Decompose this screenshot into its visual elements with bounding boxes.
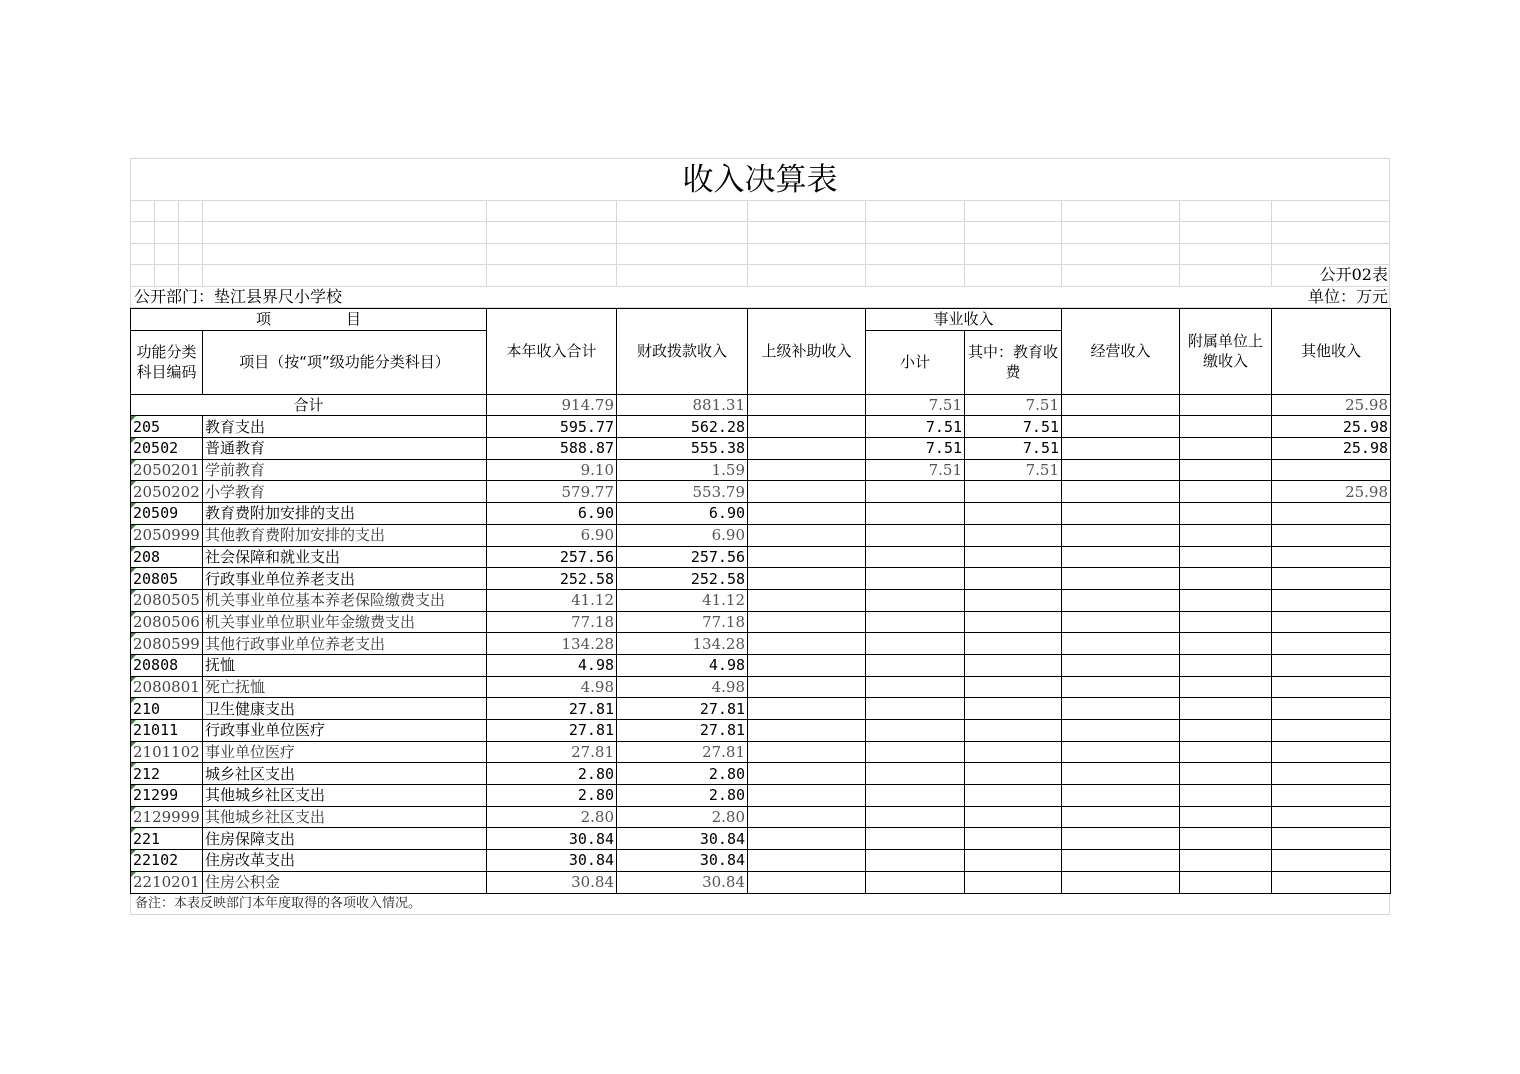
page-title: 收入决算表 [682, 162, 838, 198]
row-subtotal [866, 763, 965, 785]
row-fiscal: 134.28 [617, 633, 748, 655]
row-superior [748, 806, 866, 828]
unit-label: 单位：万元 [1307, 287, 1388, 306]
row-code: 221 [131, 828, 203, 850]
row-fiscal: 27.81 [617, 698, 748, 720]
row-name: 机关事业单位基本养老保险缴费支出 [203, 589, 487, 611]
row-name: 行政事业单位养老支出 [203, 568, 487, 590]
row-subtotal [866, 481, 965, 503]
grid-line [964, 200, 965, 286]
grid-line [747, 200, 748, 286]
table-row [131, 589, 1391, 611]
row-code: 208 [131, 546, 203, 568]
row-subtotal [866, 871, 965, 893]
row-subtotal [866, 676, 965, 698]
grid-line [1271, 200, 1272, 286]
row-operating [1062, 568, 1180, 590]
header-superior: 上级补助收入 [748, 309, 866, 395]
row-operating [1062, 828, 1180, 850]
row-affiliated [1180, 438, 1272, 460]
row-code: 20808 [131, 654, 203, 676]
row-superior [748, 503, 866, 525]
row-other [1272, 546, 1391, 568]
row-operating [1062, 546, 1180, 568]
row-code: 20509 [131, 503, 203, 525]
row-affiliated [1180, 763, 1272, 785]
row-other [1272, 676, 1391, 698]
row-total: 27.81 [487, 698, 617, 720]
row-name: 学前教育 [203, 459, 487, 481]
row-affiliated [1180, 589, 1272, 611]
row-name: 社会保障和就业支出 [203, 546, 487, 568]
total-cell-other: 25.98 [1272, 394, 1391, 416]
table-row [131, 438, 1391, 460]
row-subtotal [866, 741, 965, 763]
grid-line [130, 286, 1390, 287]
table-row [131, 654, 1391, 676]
grid-line [130, 243, 1390, 244]
header-operating: 经营收入 [1062, 309, 1180, 395]
row-edu-fee [965, 828, 1062, 850]
row-fiscal: 27.81 [617, 741, 748, 763]
row-other [1272, 741, 1391, 763]
table-row [131, 524, 1391, 546]
row-superior [748, 481, 866, 503]
row-subtotal [866, 546, 965, 568]
row-edu-fee [965, 850, 1062, 872]
row-code: 20805 [131, 568, 203, 590]
row-name: 住房改革支出 [203, 850, 487, 872]
row-total: 2.80 [487, 785, 617, 807]
row-affiliated [1180, 698, 1272, 720]
row-other [1272, 503, 1391, 525]
table-row [131, 720, 1391, 742]
row-operating [1062, 850, 1180, 872]
row-superior [748, 720, 866, 742]
row-name: 其他行政事业单位养老支出 [203, 633, 487, 655]
row-superior [748, 546, 866, 568]
row-operating [1062, 698, 1180, 720]
row-edu-fee [965, 763, 1062, 785]
row-operating [1062, 524, 1180, 546]
row-superior [748, 698, 866, 720]
row-affiliated [1180, 481, 1272, 503]
row-superior [748, 871, 866, 893]
row-name: 卫生健康支出 [203, 698, 487, 720]
table-row [131, 850, 1391, 872]
header-project-name: 项目（按“项”级功能分类科目） [203, 330, 487, 394]
row-edu-fee [965, 524, 1062, 546]
row-edu-fee [965, 503, 1062, 525]
row-operating [1062, 654, 1180, 676]
grid-line [178, 200, 179, 286]
row-affiliated [1180, 503, 1272, 525]
row-edu-fee [965, 611, 1062, 633]
row-superior [748, 611, 866, 633]
row-operating [1062, 481, 1180, 503]
header-business: 事业收入 [866, 309, 1062, 331]
row-total: 6.90 [487, 524, 617, 546]
table-row [131, 546, 1391, 568]
row-fiscal: 2.80 [617, 806, 748, 828]
row-superior [748, 459, 866, 481]
row-affiliated [1180, 524, 1272, 546]
row-code: 2050201 [131, 459, 203, 481]
row-other [1272, 568, 1391, 590]
row-total: 588.87 [487, 438, 617, 460]
table-row [131, 871, 1391, 893]
sheet-header-area [130, 158, 1390, 308]
row-edu-fee: 7.51 [965, 459, 1062, 481]
table-row [131, 676, 1391, 698]
row-superior [748, 416, 866, 438]
row-name: 事业单位医疗 [203, 741, 487, 763]
row-total: 41.12 [487, 589, 617, 611]
row-operating [1062, 459, 1180, 481]
row-affiliated [1180, 720, 1272, 742]
row-superior [748, 654, 866, 676]
row-name: 行政事业单位医疗 [203, 720, 487, 742]
row-name: 城乡社区支出 [203, 763, 487, 785]
grid-line [130, 264, 1390, 265]
grid-line [130, 307, 1390, 308]
row-total: 9.10 [487, 459, 617, 481]
row-fiscal: 1.59 [617, 459, 748, 481]
row-superior [748, 676, 866, 698]
grid-line [616, 200, 617, 286]
row-edu-fee [965, 481, 1062, 503]
row-edu-fee [965, 676, 1062, 698]
row-operating [1062, 611, 1180, 633]
row-operating [1062, 720, 1180, 742]
row-other: 25.98 [1272, 438, 1391, 460]
row-name: 抚恤 [203, 654, 487, 676]
row-fiscal: 555.38 [617, 438, 748, 460]
row-superior [748, 589, 866, 611]
header-affiliated: 附属单位上缴收入 [1180, 309, 1272, 395]
row-total: 77.18 [487, 611, 617, 633]
row-subtotal [866, 806, 965, 828]
row-edu-fee [965, 633, 1062, 655]
row-affiliated [1180, 611, 1272, 633]
row-edu-fee [965, 546, 1062, 568]
grid-line [1061, 200, 1062, 286]
row-superior [748, 438, 866, 460]
row-code: 205 [131, 416, 203, 438]
row-other [1272, 763, 1391, 785]
row-fiscal: 77.18 [617, 611, 748, 633]
header-other: 其他收入 [1272, 309, 1391, 395]
row-total: 252.58 [487, 568, 617, 590]
grid-line [130, 158, 1390, 159]
department-label: 公开部门：垫江县界尺小学校 [134, 287, 343, 306]
row-fiscal: 2.80 [617, 763, 748, 785]
table-row [131, 828, 1391, 850]
row-fiscal: 257.56 [617, 546, 748, 568]
row-fiscal: 2.80 [617, 785, 748, 807]
row-subtotal: 7.51 [866, 416, 965, 438]
grid-line [1179, 200, 1180, 286]
row-fiscal: 562.28 [617, 416, 748, 438]
grid-line [154, 200, 155, 286]
row-code: 2129999 [131, 806, 203, 828]
row-total: 6.90 [487, 503, 617, 525]
row-superior [748, 568, 866, 590]
row-edu-fee [965, 785, 1062, 807]
header-subtotal: 小计 [866, 330, 965, 394]
row-edu-fee: 7.51 [965, 438, 1062, 460]
row-subtotal [866, 633, 965, 655]
row-total: 4.98 [487, 654, 617, 676]
row-total: 595.77 [487, 416, 617, 438]
row-name: 其他城乡社区支出 [203, 806, 487, 828]
row-subtotal [866, 524, 965, 546]
row-affiliated [1180, 416, 1272, 438]
table-note: 备注：本表反映部门本年度取得的各项收入情况。 [130, 894, 1390, 915]
row-affiliated [1180, 633, 1272, 655]
row-total: 257.56 [487, 546, 617, 568]
row-subtotal [866, 503, 965, 525]
table-row [131, 806, 1391, 828]
row-operating [1062, 741, 1180, 763]
row-affiliated [1180, 654, 1272, 676]
row-affiliated [1180, 871, 1272, 893]
row-operating [1062, 871, 1180, 893]
row-other [1272, 633, 1391, 655]
row-operating [1062, 416, 1180, 438]
grid-line [130, 200, 1390, 201]
row-other [1272, 785, 1391, 807]
row-total: 4.98 [487, 676, 617, 698]
row-affiliated [1180, 785, 1272, 807]
grid-line [202, 200, 203, 286]
row-fiscal: 252.58 [617, 568, 748, 590]
row-other [1272, 850, 1391, 872]
row-other [1272, 806, 1391, 828]
row-subtotal [866, 611, 965, 633]
row-operating [1062, 438, 1180, 460]
table-row [131, 416, 1391, 438]
row-fiscal: 6.90 [617, 524, 748, 546]
total-cell-affiliated [1180, 394, 1272, 416]
row-affiliated [1180, 828, 1272, 850]
row-affiliated [1180, 850, 1272, 872]
table-row [131, 763, 1391, 785]
row-code: 2080506 [131, 611, 203, 633]
row-total: 27.81 [487, 720, 617, 742]
row-name: 其他教育费附加安排的支出 [203, 524, 487, 546]
row-edu-fee [965, 698, 1062, 720]
row-total: 134.28 [487, 633, 617, 655]
row-operating [1062, 589, 1180, 611]
row-superior [748, 524, 866, 546]
row-code: 212 [131, 763, 203, 785]
row-fiscal: 4.98 [617, 654, 748, 676]
row-subtotal [866, 850, 965, 872]
row-code: 2080599 [131, 633, 203, 655]
row-other [1272, 828, 1391, 850]
row-subtotal [866, 589, 965, 611]
row-affiliated [1180, 741, 1272, 763]
row-edu-fee [965, 741, 1062, 763]
row-other [1272, 871, 1391, 893]
row-subtotal: 7.51 [866, 459, 965, 481]
row-subtotal [866, 828, 965, 850]
table-row [131, 698, 1391, 720]
row-name: 住房保障支出 [203, 828, 487, 850]
row-name: 机关事业单位职业年金缴费支出 [203, 611, 487, 633]
row-other [1272, 720, 1391, 742]
row-code: 2210201 [131, 871, 203, 893]
row-code: 20502 [131, 438, 203, 460]
row-other [1272, 698, 1391, 720]
row-subtotal [866, 654, 965, 676]
row-code: 210 [131, 698, 203, 720]
total-row [131, 394, 1391, 416]
row-edu-fee [965, 806, 1062, 828]
row-operating [1062, 676, 1180, 698]
row-fiscal: 30.84 [617, 850, 748, 872]
row-total: 30.84 [487, 850, 617, 872]
row-fiscal: 6.90 [617, 503, 748, 525]
row-other: 25.98 [1272, 481, 1391, 503]
row-operating [1062, 633, 1180, 655]
row-code: 22102 [131, 850, 203, 872]
row-code: 2080801 [131, 676, 203, 698]
income-table [130, 308, 1391, 894]
row-affiliated [1180, 546, 1272, 568]
table-row [131, 568, 1391, 590]
row-subtotal [866, 698, 965, 720]
row-total: 2.80 [487, 806, 617, 828]
row-code: 21299 [131, 785, 203, 807]
row-affiliated [1180, 806, 1272, 828]
row-edu-fee [965, 568, 1062, 590]
total-cell-subtotal: 7.51 [866, 394, 965, 416]
row-total: 579.77 [487, 481, 617, 503]
header-total: 本年收入合计 [487, 309, 617, 395]
row-fiscal: 27.81 [617, 720, 748, 742]
row-affiliated [1180, 459, 1272, 481]
table-row [131, 741, 1391, 763]
total-cell-operating [1062, 394, 1180, 416]
header-education-fee: 其中：教育收费 [965, 330, 1062, 394]
row-total: 27.81 [487, 741, 617, 763]
row-name: 住房公积金 [203, 871, 487, 893]
row-name: 教育费附加安排的支出 [203, 503, 487, 525]
row-edu-fee [965, 871, 1062, 893]
grid-line [130, 158, 131, 308]
row-code: 21011 [131, 720, 203, 742]
row-fiscal: 30.84 [617, 828, 748, 850]
row-name: 死亡抚恤 [203, 676, 487, 698]
row-code: 2080505 [131, 589, 203, 611]
row-other: 25.98 [1272, 416, 1391, 438]
table-row [131, 785, 1391, 807]
row-superior [748, 763, 866, 785]
row-fiscal: 553.79 [617, 481, 748, 503]
row-superior [748, 741, 866, 763]
row-other [1272, 524, 1391, 546]
grid-line [1389, 158, 1390, 308]
spreadsheet-sheet [130, 158, 1390, 915]
row-subtotal [866, 720, 965, 742]
row-edu-fee [965, 589, 1062, 611]
row-operating [1062, 785, 1180, 807]
row-operating [1062, 763, 1180, 785]
row-code: 2050999 [131, 524, 203, 546]
row-superior [748, 850, 866, 872]
row-other [1272, 589, 1391, 611]
row-operating [1062, 806, 1180, 828]
row-fiscal: 41.12 [617, 589, 748, 611]
row-name: 普通教育 [203, 438, 487, 460]
row-affiliated [1180, 676, 1272, 698]
row-edu-fee [965, 654, 1062, 676]
header-code: 功能分类科目编码 [131, 330, 203, 394]
table-row [131, 633, 1391, 655]
row-total: 2.80 [487, 763, 617, 785]
row-code: 2101102 [131, 741, 203, 763]
row-affiliated [1180, 568, 1272, 590]
row-name: 其他城乡社区支出 [203, 785, 487, 807]
header-fiscal: 财政拨款收入 [617, 309, 748, 395]
header-project: 项 目 [131, 309, 487, 331]
row-other [1272, 654, 1391, 676]
row-superior [748, 828, 866, 850]
row-edu-fee [965, 720, 1062, 742]
form-number: 公开02表 [1319, 265, 1388, 284]
row-total: 30.84 [487, 871, 617, 893]
total-cell-edu-fee: 7.51 [965, 394, 1062, 416]
row-code: 2050202 [131, 481, 203, 503]
row-operating [1062, 503, 1180, 525]
total-label: 合计 [131, 394, 487, 416]
total-cell-total: 914.79 [487, 394, 617, 416]
grid-line [865, 200, 866, 286]
total-cell-fiscal: 881.31 [617, 394, 748, 416]
table-row [131, 503, 1391, 525]
row-name: 小学教育 [203, 481, 487, 503]
row-other [1272, 611, 1391, 633]
row-subtotal [866, 785, 965, 807]
total-cell-superior [748, 394, 866, 416]
table-row [131, 459, 1391, 481]
row-subtotal: 7.51 [866, 438, 965, 460]
row-fiscal: 30.84 [617, 871, 748, 893]
table-row [131, 481, 1391, 503]
table-row [131, 611, 1391, 633]
row-fiscal: 4.98 [617, 676, 748, 698]
row-subtotal [866, 568, 965, 590]
row-edu-fee: 7.51 [965, 416, 1062, 438]
row-other [1272, 459, 1391, 481]
row-total: 30.84 [487, 828, 617, 850]
grid-line [486, 200, 487, 286]
row-superior [748, 785, 866, 807]
row-superior [748, 633, 866, 655]
row-name: 教育支出 [203, 416, 487, 438]
grid-line [130, 221, 1390, 222]
